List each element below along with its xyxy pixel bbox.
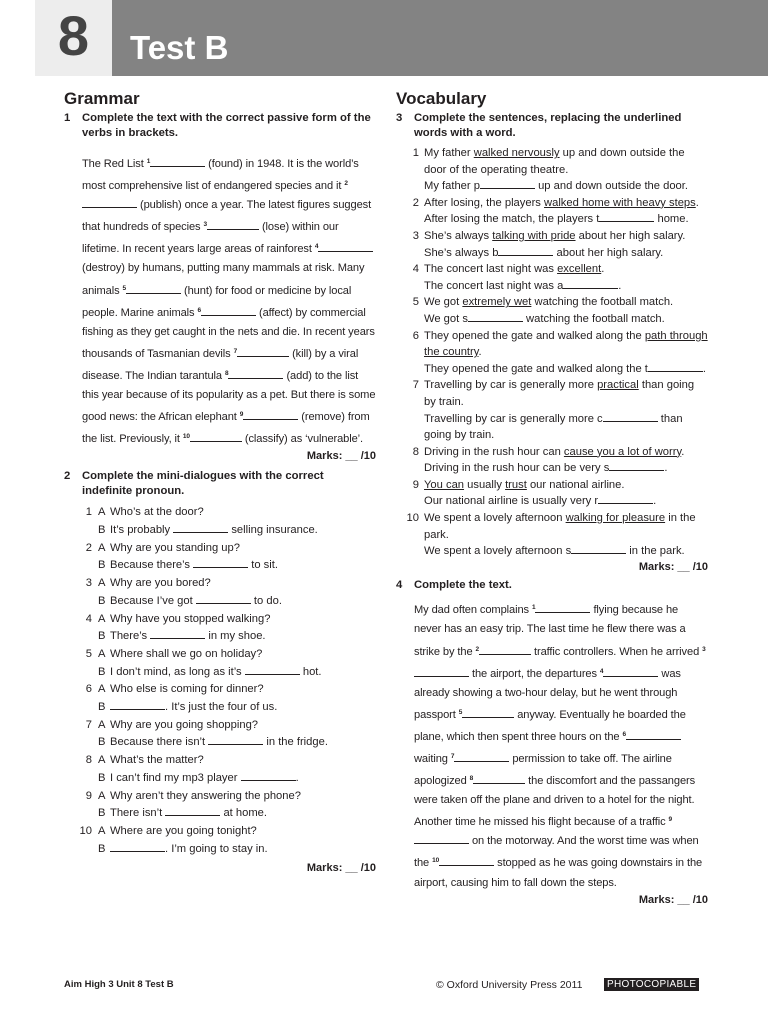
unit-number-box — [35, 0, 112, 76]
footer-copyright: © Oxford University Press 2011 — [436, 979, 583, 991]
exercise-4-marks: Marks: __ /10 — [638, 893, 708, 906]
footer-course-info: Aim High 3 Unit 8 Test B — [64, 979, 174, 990]
exercise-2-dialogues: 1 A Who’s at the door? B It’s probably selling insurance. 2 A Why are you standing up? B Because there’s to sit. 3 A Why are you bored? B Because I’ve got to do. 4 A Why have you stopped walking? B There’s in my shoe. 5 A Where shall we go on holiday? B I don’t mind, as long as it’s hot. 6 A Who else is coming for dinner? B . It’s just the four of us. 7 A Why are you going shopping? B Because there isn’t in the fridge. 8 A What’s the matter? B I can’t find my mp3 player . 9 A Why aren’t they answering the phone? B There isn’t at home. 10 A Where are you going tonight? B . I’m going to stay in. — [79, 506, 328, 855]
exercise-3-number: 3 — [396, 112, 403, 124]
exercise-2-number: 2 — [64, 470, 71, 483]
vocabulary-column — [396, 88, 708, 907]
exercise-1 — [64, 111, 376, 463]
unit-number: 8 — [57, 4, 90, 67]
exercise-2 — [64, 469, 376, 875]
exercise-1-number: 1 — [64, 112, 71, 124]
grammar-heading: Grammar — [64, 89, 140, 108]
exercise-3 — [396, 111, 708, 574]
exercise-1-marks: Marks: __ /10 — [306, 450, 376, 463]
grammar-column — [64, 88, 376, 875]
header-bar — [112, 0, 768, 76]
exercise-4 — [396, 578, 708, 907]
exercise-3-sentences: 1 My father walked nervously up and down outside the door of the operating theatre. My father p up and down outside the door. 2 After losing, the players walked home with heavy steps. After losing the match, the players t home. 3 She’s always talking with pride about her high salary. She’s always b about her high salary. 4 The concert last night was excellent. The concert last night was a . 5 We got extremely wet watching the football match. We got s watching the football match. 6 They opened the gate and walked along the path through the country. They opened the gate and walked along the t . 7 Travelling by car is generally more practical than going by train. Travelling by car is generally more c than going by train. 8 Driving in the rush hour can cause you a lot of worry. Driving in the rush hour can be very s . 9 You can usually trust our national airline. Our national airline is usually very r . 10 We spent a lovely afternoon walking for pleasure in the park. We spent a lovely afternoon s in the park. — [406, 147, 708, 558]
exercise-2-marks: Marks: __ /10 — [306, 862, 376, 875]
exercise-4-passage: My dad often complains $^1$ flying because he never has an easy trip. The last time he flew there was a strike by the $^2$ traffic controllers. When he arrived $^3$ the airport, the departures $^4$ was already showing a two-hour delay, but he went through passport $^5$ anyway. Eventually he boarded the plane, which then spent three hours on the $^6$ waiting $^7$ permission to take off. The airline apologized $^8$ the discomfort and the passangers were taken off the plane and driven to a hotel for the night. Another time he missed his flight because of a traffic $^9$ on the motorway. And the worst time was when the $^{10}$ stopped as he was going downstairs in the airport, causing him to fall down the steps. — [414, 604, 706, 889]
exercise-2-instruction: Complete the mini-dialogues with the correct indefinite pronoun. — [82, 470, 324, 497]
exercise-4-number: 4 — [396, 578, 403, 591]
exercise-1-instruction: Complete the text with the correct passive form of the verbs in brackets. — [82, 112, 371, 139]
exercise-3-instruction: Complete the sentences, replacing the underlined words with a word. — [414, 112, 682, 139]
photocopiable-badge: PHOTOCOPIABLE — [604, 978, 699, 991]
exercise-4-instruction: Complete the text. — [414, 578, 512, 591]
exercise-3-marks: Marks: __ /10 — [638, 560, 708, 573]
vocabulary-heading: Vocabulary — [396, 89, 487, 108]
exercise-1-passage: The Red List $^1$ (found) in 1948. It is the world’s most comprehensive list of endangered species and it $^2$ (publish) once a year. The latest figures suggest that hundreds of species $^3$ (lose) within our lifetime. In recent years large areas of rainforest $^4$ (destroy) by humans, putting many mammals at risk. Many animals $^5$ (hunt) for food or medicine by local people. Marine animals $^6$ (affect) by commercial fishing as they get caught in the nets and die. In recent years thousands of Tasmanian devils $^7$ (kill) by a viral disease. The Indian tarantula $^8$ (add) to the list this year because of its popularity as a pet. But there is some good news: the African elephant $^9$ (remove) from the list. Previously, it $^{10}$ (classify) as ‘vulnerable’. — [82, 158, 376, 446]
test-title: Test B — [130, 29, 229, 66]
